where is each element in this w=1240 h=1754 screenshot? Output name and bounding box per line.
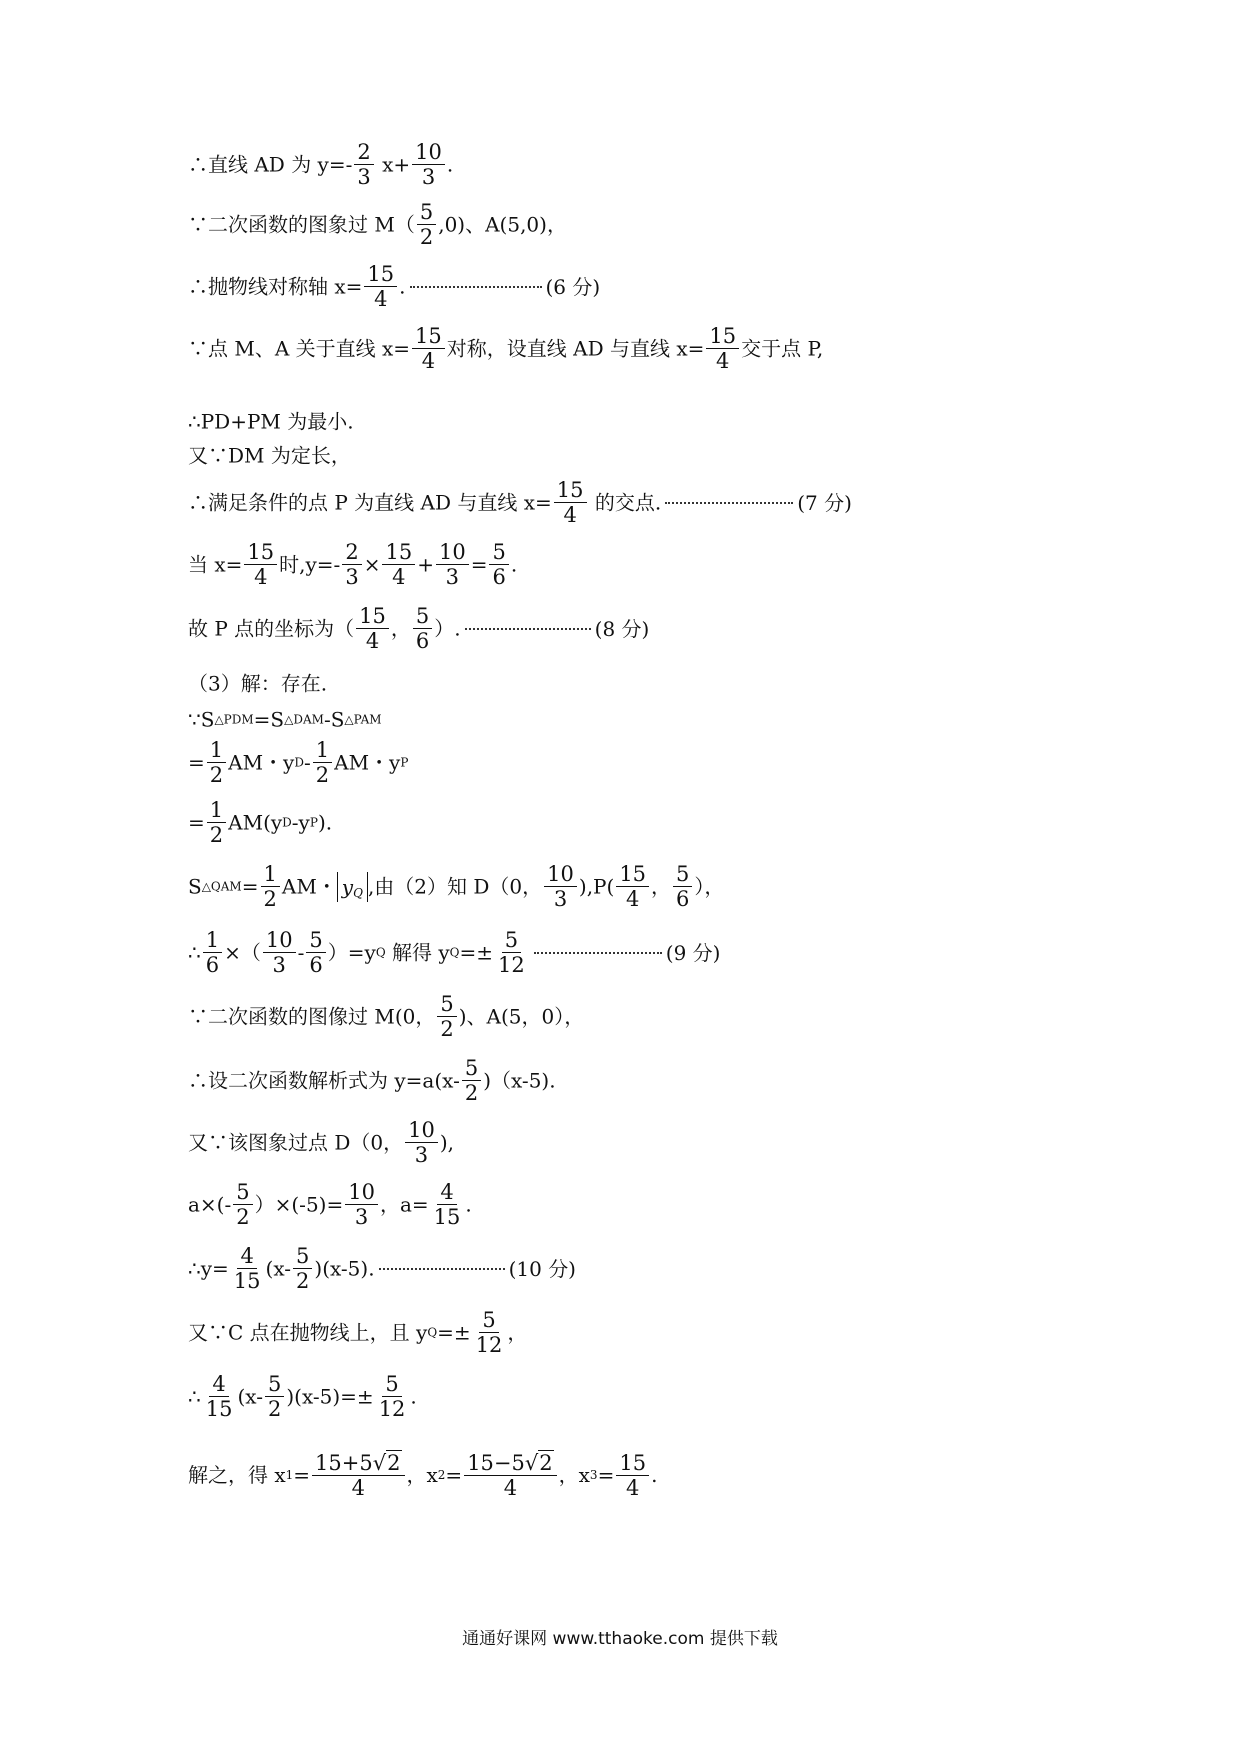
text: ∵二次函数的图像过 M(0， — [188, 1004, 436, 1029]
text: ×（ — [224, 940, 261, 965]
score-mark: (7 分) — [797, 490, 852, 515]
radicand: 2 — [539, 1451, 553, 1475]
text: = — [293, 1463, 311, 1488]
line-22 — [188, 1372, 417, 1421]
fraction — [706, 324, 739, 373]
denominator: 2 — [209, 823, 224, 848]
line-8 — [188, 540, 517, 589]
text: = — [241, 874, 259, 899]
subscript: Q — [375, 945, 386, 960]
line-23 — [188, 1450, 657, 1500]
subscript: 2 — [437, 1468, 446, 1483]
denominator: 2 — [464, 1081, 479, 1106]
text: )(x-5). — [314, 1256, 375, 1281]
text: ∴抛物线对称轴 x= — [188, 274, 363, 299]
numerator: 15 — [616, 1451, 649, 1476]
score-mark: (9 分) — [665, 940, 721, 965]
denominator: 6 — [309, 953, 323, 978]
denominator: 3 — [445, 565, 459, 590]
denominator: 4 — [374, 287, 388, 312]
fraction — [207, 798, 226, 847]
numerator: 1 — [203, 928, 222, 953]
numerator: 5 — [489, 540, 508, 565]
text: (x- — [237, 1384, 263, 1409]
fraction — [464, 1450, 556, 1500]
subscript: D — [294, 755, 304, 770]
numerator: 10 — [405, 1118, 438, 1143]
sqrt-sign: √ — [372, 1451, 387, 1475]
fraction — [616, 1451, 649, 1500]
line-19 — [188, 1180, 472, 1229]
text: ∴y= — [188, 1256, 229, 1281]
text: × — [363, 552, 381, 577]
fraction — [489, 540, 508, 589]
fraction — [417, 200, 436, 249]
denominator: 12 — [378, 1397, 406, 1422]
page-footer: 通通好课网 www.tthaoke.com 提供下载 — [462, 1629, 778, 1649]
fraction — [293, 1244, 312, 1293]
text: =± — [459, 940, 494, 965]
fraction — [437, 992, 456, 1041]
line-12 — [188, 738, 408, 787]
numerator: 15 — [616, 862, 649, 887]
sqrt-sign: √ — [524, 1451, 539, 1475]
text: . — [510, 552, 518, 577]
denominator: 3 — [421, 165, 436, 190]
text: . — [399, 274, 406, 299]
text: 交于点 P, — [741, 336, 824, 361]
subscript: Q — [449, 945, 460, 960]
numerator: 15 — [412, 324, 445, 349]
subscript: Q — [427, 1325, 438, 1340]
numerator: 4 — [237, 1244, 256, 1269]
text: ， — [507, 1320, 528, 1345]
numerator: 2 — [354, 140, 373, 165]
dot-leader — [410, 286, 542, 288]
denominator: 6 — [205, 953, 220, 978]
line-10 — [188, 672, 327, 694]
numerator: 1 — [207, 738, 226, 763]
fraction — [364, 262, 397, 311]
text: ∴ — [188, 1384, 201, 1409]
denominator: 4 — [392, 565, 406, 590]
line-20 — [188, 1244, 576, 1293]
text: ， — [390, 616, 411, 641]
text: 15+5 — [315, 1451, 373, 1475]
denominator: 15 — [433, 1205, 461, 1230]
text: 当 x= — [188, 552, 243, 577]
text: - — [304, 750, 311, 775]
subscript: △QAM — [201, 879, 242, 894]
radicand: 2 — [387, 1451, 401, 1475]
numerator: 10 — [436, 540, 469, 565]
subscript: 1 — [285, 1468, 294, 1483]
fraction — [231, 1244, 264, 1293]
text: . — [465, 1192, 472, 1217]
line-2 — [188, 200, 567, 249]
text: ，a= — [379, 1192, 429, 1217]
text: -S — [323, 707, 345, 732]
denominator: 2 — [296, 1269, 310, 1294]
subscript: △DAM — [284, 712, 324, 727]
numerator: 15 — [706, 324, 739, 349]
subscript: 3 — [589, 1468, 598, 1483]
fraction — [261, 862, 280, 911]
line-6 — [188, 444, 351, 466]
line-11 — [188, 708, 382, 730]
fraction — [412, 324, 445, 373]
denominator: 6 — [415, 629, 430, 654]
line-4 — [188, 324, 823, 373]
denominator: 2 — [263, 887, 277, 912]
line-7 — [188, 478, 852, 527]
text: 时,y=- — [279, 552, 341, 577]
score-mark: (10 分) — [508, 1256, 576, 1281]
line-16 — [188, 992, 584, 1041]
fraction — [356, 604, 389, 653]
text: 又∵DM 为定长， — [188, 443, 351, 468]
fraction — [312, 1450, 404, 1500]
denominator: 4 — [716, 349, 730, 374]
line-15 — [188, 928, 720, 977]
text: 解得 y — [385, 940, 450, 965]
fraction — [342, 540, 361, 589]
text: AM(y — [228, 810, 283, 835]
denominator: 15 — [205, 1397, 233, 1422]
denominator: 2 — [236, 1205, 250, 1230]
numerator: 15 — [244, 540, 277, 565]
denominator: 2 — [419, 225, 434, 250]
subscript: D — [282, 815, 292, 830]
subscript: Q — [353, 885, 363, 900]
text: a×(- — [188, 1192, 232, 1217]
dot-leader — [534, 952, 662, 954]
numerator: 4 — [209, 1372, 228, 1397]
numerator: 10 — [544, 862, 577, 887]
text: =± — [437, 1320, 471, 1345]
subscript: △PDM — [214, 712, 254, 727]
numerator: 10 — [412, 140, 445, 165]
score-mark: (8 分) — [594, 616, 650, 641]
denominator: 2 — [267, 1397, 282, 1422]
fraction — [203, 928, 222, 977]
line-3 — [188, 262, 600, 311]
text: . — [410, 1384, 417, 1409]
denominator: 4 — [503, 1476, 518, 1501]
fraction — [473, 1308, 506, 1357]
numerator: 5 — [462, 1056, 481, 1081]
numerator: 4 — [437, 1180, 456, 1205]
denominator: 4 — [626, 1475, 640, 1500]
text: ∴满足条件的点 P 为直线 AD 与直线 x= — [188, 490, 552, 515]
text: ，x — [558, 1463, 590, 1488]
numerator: 2 — [342, 540, 361, 565]
text: )（x-5). — [483, 1068, 556, 1093]
text: -y — [291, 810, 310, 835]
denominator: 15 — [233, 1269, 261, 1294]
numerator: 5 — [437, 992, 456, 1017]
numerator: 5 — [479, 1308, 498, 1333]
denominator: 3 — [414, 1143, 429, 1168]
dot-leader — [379, 1268, 505, 1270]
numerator — [312, 1450, 404, 1476]
dot-leader — [465, 628, 591, 630]
text: （3）解：存在. — [188, 671, 328, 696]
text: . — [446, 152, 454, 177]
denominator: 12 — [475, 1333, 503, 1358]
text: x+ — [375, 152, 411, 177]
line-1 — [188, 140, 453, 189]
dot-leader — [665, 502, 793, 504]
line-14 — [188, 862, 724, 911]
text: ∵S — [188, 707, 215, 732]
fraction — [554, 478, 587, 527]
fraction — [436, 540, 469, 589]
line-9 — [188, 604, 649, 653]
denominator: 4 — [563, 503, 577, 528]
denominator: 12 — [498, 953, 525, 978]
text: 的交点. — [588, 490, 662, 515]
line-18 — [188, 1118, 454, 1167]
fraction — [544, 862, 577, 911]
numerator: 15 — [364, 262, 397, 287]
text: ）×(-5)= — [254, 1192, 344, 1217]
fraction — [207, 738, 226, 787]
text: )、A(5，0）， — [458, 1004, 585, 1029]
numerator: 15 — [356, 604, 389, 629]
denominator: 2 — [440, 1017, 454, 1042]
denominator: 2 — [315, 763, 330, 788]
text: ， — [651, 874, 672, 899]
text: ,由（2）知 D（0， — [367, 874, 543, 899]
denominator: 4 — [254, 565, 268, 590]
text: = — [597, 1463, 615, 1488]
numerator: 5 — [233, 1180, 252, 1205]
numerator: 5 — [502, 928, 521, 953]
text: AM・y — [228, 750, 295, 775]
numerator: 5 — [293, 1244, 312, 1269]
fraction — [412, 140, 445, 189]
fraction — [306, 928, 325, 977]
numerator: 5 — [265, 1372, 284, 1397]
fraction — [673, 862, 692, 911]
numerator: 5 — [417, 200, 436, 225]
denominator: 3 — [357, 165, 371, 190]
numerator: 15 — [554, 478, 587, 503]
fraction — [244, 540, 277, 589]
fraction — [233, 1180, 252, 1229]
numerator: 1 — [207, 798, 226, 823]
fraction — [313, 738, 332, 787]
denominator: 3 — [272, 953, 286, 978]
numerator: 1 — [313, 738, 332, 763]
fraction — [354, 140, 373, 189]
text: = — [470, 552, 488, 577]
numerator: 10 — [263, 928, 296, 953]
line-17 — [188, 1056, 556, 1105]
text: (x- — [265, 1256, 292, 1281]
text: S — [188, 874, 202, 899]
line-5 — [188, 410, 354, 432]
text: 对称，设直线 AD 与直线 x= — [446, 336, 705, 361]
denominator: 3 — [345, 565, 359, 590]
fraction — [495, 928, 528, 977]
fraction — [382, 540, 415, 589]
denominator: 4 — [421, 349, 436, 374]
score-mark: (6 分) — [545, 274, 601, 299]
text: ∴设二次函数解析式为 y=a(x- — [188, 1068, 460, 1093]
numerator: 5 — [382, 1372, 401, 1397]
text: = — [445, 1463, 463, 1488]
numerator: 5 — [306, 928, 325, 953]
denominator: 4 — [625, 887, 640, 912]
text: =S — [253, 707, 285, 732]
text: ，x — [406, 1463, 438, 1488]
text: 15−5 — [467, 1451, 525, 1475]
text: = — [188, 750, 205, 775]
denominator: 6 — [492, 565, 506, 590]
text: 又∵该图象过点 D（0， — [188, 1130, 404, 1155]
fraction — [405, 1118, 438, 1167]
text: ),P( — [578, 874, 615, 899]
denominator: 4 — [351, 1476, 365, 1501]
text: ,0)、A(5,0)， — [438, 212, 567, 237]
numerator — [464, 1450, 556, 1476]
text: ∵点 M、A 关于直线 x= — [188, 336, 411, 361]
text: - — [297, 940, 305, 965]
fraction — [376, 1372, 409, 1421]
text: + — [417, 552, 434, 577]
numerator: 1 — [261, 862, 280, 887]
fraction — [203, 1372, 236, 1421]
absolute-value — [337, 872, 368, 902]
text: 又∵C 点在抛物线上，且 y — [188, 1320, 428, 1345]
fraction — [345, 1180, 378, 1229]
denominator: 3 — [553, 887, 568, 912]
denominator: 3 — [354, 1205, 369, 1230]
subscript: P — [400, 755, 409, 770]
numerator: 15 — [382, 540, 415, 565]
text: ∴ — [188, 940, 201, 965]
text: ). — [317, 810, 333, 835]
denominator: 6 — [676, 887, 690, 912]
text: 故 P 点的坐标为（ — [188, 616, 355, 641]
text: . — [651, 1463, 658, 1488]
denominator: 2 — [209, 763, 224, 788]
line-21 — [188, 1308, 527, 1357]
subscript: P — [309, 815, 318, 830]
subscript: △PAM — [344, 712, 382, 727]
denominator: 4 — [365, 629, 380, 654]
fraction — [265, 1372, 284, 1421]
text: = — [188, 810, 205, 835]
numerator: 10 — [345, 1180, 378, 1205]
text: )(x-5)=± — [286, 1384, 374, 1409]
fraction — [462, 1056, 481, 1105]
text: ∵二次函数的图象过 M（ — [188, 212, 415, 237]
text: ）=y — [327, 940, 376, 965]
text: ）， — [694, 874, 725, 899]
text: y — [341, 874, 354, 899]
fraction — [616, 862, 649, 911]
text: ), — [439, 1130, 455, 1155]
text: 解之，得 x — [188, 1463, 286, 1488]
numerator: 5 — [673, 862, 692, 887]
fraction — [413, 604, 432, 653]
fraction — [431, 1180, 464, 1229]
text: ∴PD+PM 为最小. — [188, 409, 354, 434]
text: AM・ — [281, 874, 337, 899]
line-13 — [188, 798, 332, 847]
text: AM・y — [334, 750, 401, 775]
fraction — [263, 928, 296, 977]
numerator: 5 — [413, 604, 432, 629]
text: ∴直线 AD 为 y=- — [188, 152, 353, 177]
text: ）. — [434, 616, 461, 641]
